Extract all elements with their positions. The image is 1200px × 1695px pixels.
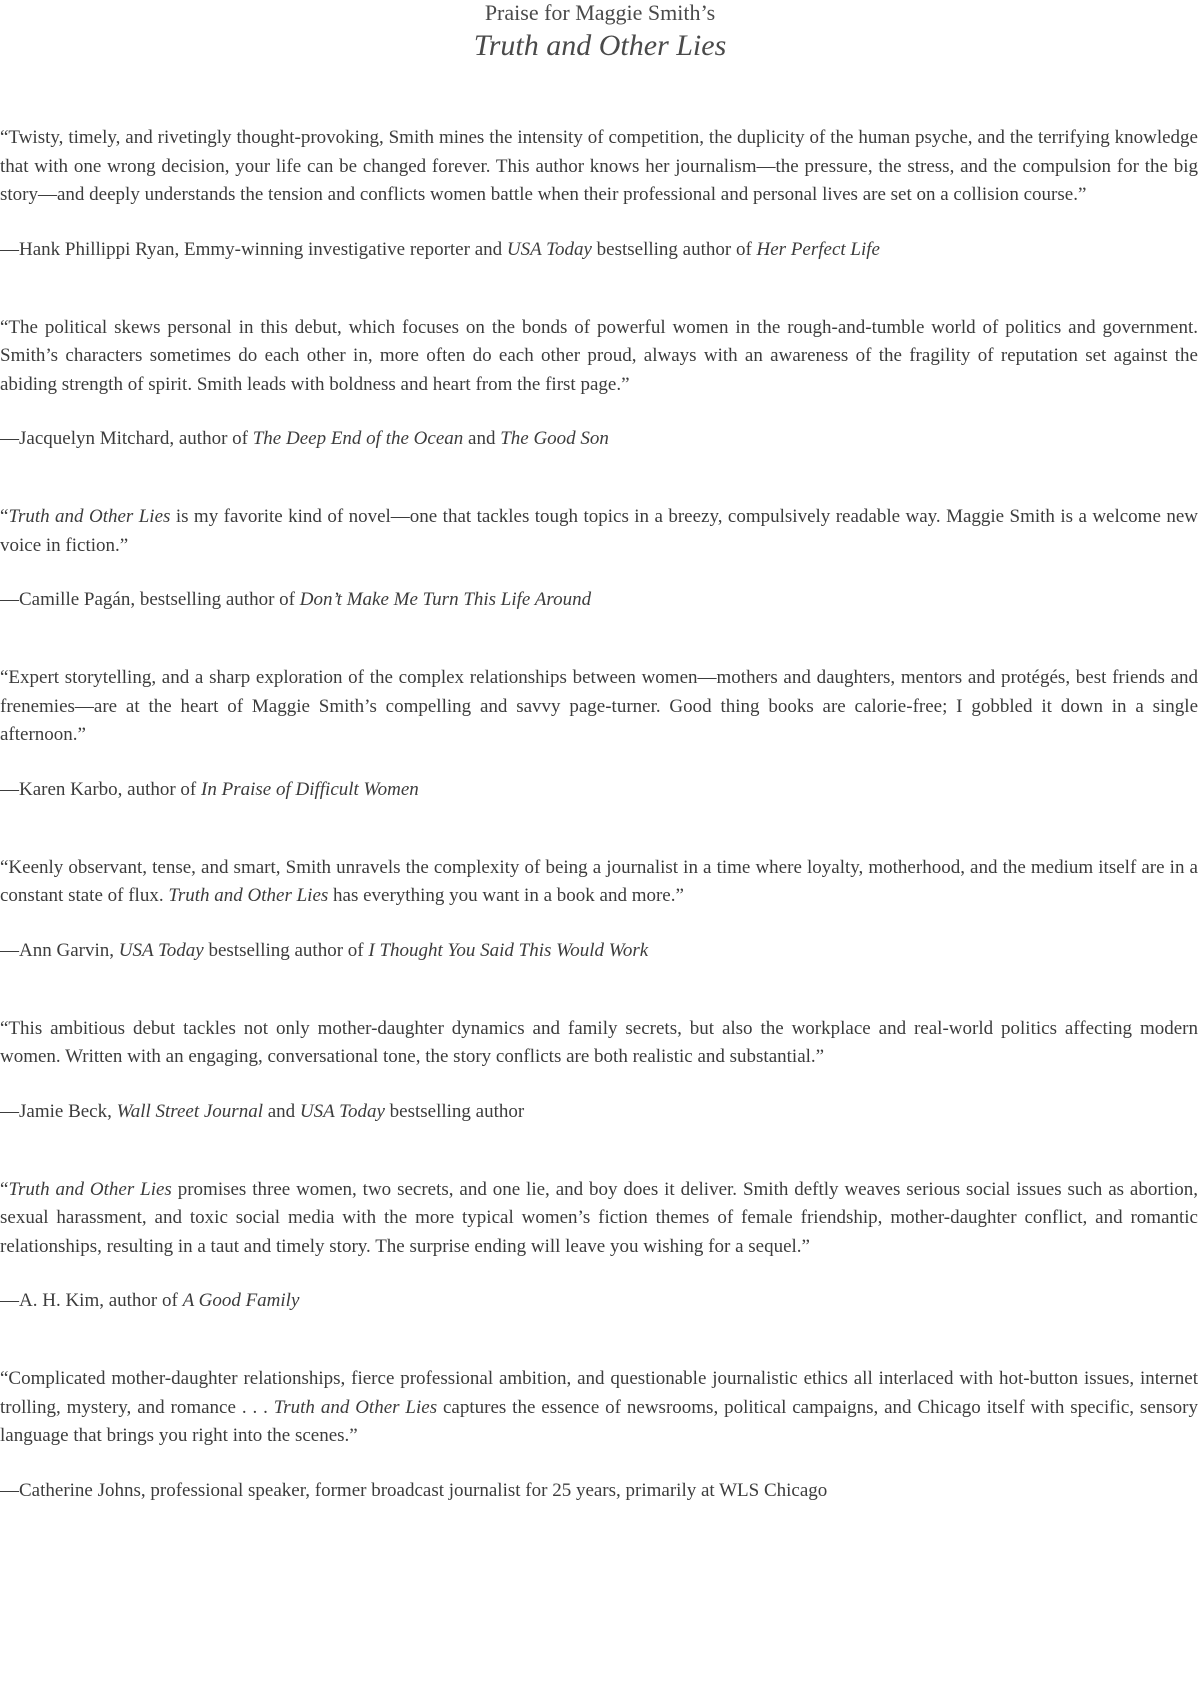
attribution-text: —Ann Garvin, xyxy=(0,939,119,961)
attribution-italic-text: A Good Family xyxy=(182,1290,300,1311)
blurb-quote xyxy=(0,664,1198,750)
quote-text: “Complicated mother-daughter relationships, fierce professional ambition, and questionable journalistic ethics all interlaced with hot-button issues, internet trolling, mystery, and romance . . . xyxy=(0,1368,1198,1418)
blurb xyxy=(0,1176,1198,1316)
blurb xyxy=(0,1365,1198,1505)
quote-text: has everything you want in a book and more.” xyxy=(328,885,684,906)
blurb-quote xyxy=(0,124,1198,210)
blurb xyxy=(0,664,1198,804)
quote-text: “The political skews personal in this debut, which focuses on the bonds of powerful women in the rough-and-tumble world of politics and government. Smith’s characters sometimes do each other in, more often do each other proud, always with an awareness of the fragility of reputation set against the abiding strength of spirit. Smith leads with boldness and heart from the first page.” xyxy=(0,316,1198,395)
attribution-italic-text: The Deep End of the Ocean xyxy=(252,428,464,449)
blurb-attribution xyxy=(0,937,1198,965)
quote-text: is my favorite kind of novel—one that tackles tough topics in a breezy, compulsively readable way. Maggie Smith is a welcome new voice in fiction.” xyxy=(0,506,1198,556)
blurb-list xyxy=(0,124,1198,1505)
attribution-text: bestselling author xyxy=(384,1100,525,1122)
blurb-attribution xyxy=(0,586,1198,614)
attribution-italic-text: USA Today xyxy=(118,939,204,961)
quote-text: captures the essence of newsrooms, political campaigns, and Chicago itself with specific, sensory language that brings you right into the scenes.” xyxy=(0,1396,1198,1446)
blurb-quote xyxy=(0,1365,1198,1451)
quote-text: “ xyxy=(0,1178,9,1200)
blurb xyxy=(0,314,1198,454)
blurb-attribution xyxy=(0,236,1198,264)
attribution-text: —A. H. Kim, author of xyxy=(0,1290,183,1311)
quote-text: promises three women, two secrets, and one lie, and boy does it deliver. Smith deftly weaves serious social issues such as abortion, sexual harassment, and toxic social media with the more typical women’s fiction themes of female friendship, mother-daughter conflict, and romantic relationships, resulting in a taut and timely story. The surprise ending will leave you wishing for a sequel.” xyxy=(0,1178,1198,1257)
blurb-quote xyxy=(0,1176,1198,1262)
attribution-text: —Hank Phillippi Ryan, Emmy-winning investigative reporter and xyxy=(0,238,507,260)
quote-text: “Keenly observant, tense, and smart, Smith unravels the complexity of being a journalist in a time where loyalty, motherhood, and the medium itself are in a constant state of flux. xyxy=(0,856,1198,906)
page-header xyxy=(0,2,1200,62)
blurb xyxy=(0,503,1198,614)
blurb-quote xyxy=(0,1015,1198,1072)
attribution-text: —Camille Pagán, bestselling author of xyxy=(0,589,300,610)
attribution-italic-text: I Thought You Said This Would Work xyxy=(368,939,649,961)
blurb-quote xyxy=(0,314,1198,400)
attribution-text: —Jacquelyn Mitchard, author of xyxy=(0,428,253,449)
attribution-italic-text: In Praise of Difficult Women xyxy=(201,778,419,800)
blurb xyxy=(0,1015,1198,1126)
blurb-attribution xyxy=(0,425,1198,453)
blurb xyxy=(0,124,1198,264)
quote-italic-text: Truth and Other Lies xyxy=(168,885,329,906)
attribution-italic-text: Her Perfect Life xyxy=(756,238,880,260)
praise-heading: Praise for Maggie Smith’s xyxy=(484,0,716,25)
attribution-text: —Jamie Beck, xyxy=(0,1100,117,1122)
quote-italic-text: Truth and Other Lies xyxy=(8,1178,172,1200)
quote-text: “Twisty, timely, and rivetingly thought-provoking, Smith mines the intensity of competition, the duplicity of the human psyche, and the terrifying knowledge that with one wrong decision, your life can be changed forever. This author knows her journalism—the pressure, the stress, and the compulsion for the big story—and deeply understands the tension and conflicts women battle when their professional and personal lives are set on a collision course.” xyxy=(0,127,1198,205)
attribution-text: bestselling author of xyxy=(591,238,757,260)
blurb-quote xyxy=(0,503,1198,560)
attribution-text: —Karen Karbo, author of xyxy=(0,778,202,800)
attribution-italic-text: USA Today xyxy=(299,1100,385,1122)
quote-text: “ xyxy=(0,506,9,527)
quote-text: “This ambitious debut tackles not only mother-daughter dynamics and family secrets, but also the workplace and real-world politics affecting modern women. Written with an engaging, conversational tone, the story conflicts are both realistic and substantial.” xyxy=(0,1017,1198,1067)
blurb-attribution xyxy=(0,1287,1198,1315)
blurb-quote xyxy=(0,854,1198,911)
attribution-italic-text: USA Today xyxy=(506,238,592,260)
attribution-text: bestselling author of xyxy=(203,939,369,961)
attribution-text: and xyxy=(463,428,501,449)
blurb-attribution xyxy=(0,1477,1198,1505)
quote-italic-text: Truth and Other Lies xyxy=(8,506,171,527)
blurb-attribution xyxy=(0,1098,1198,1126)
attribution-text: and xyxy=(262,1100,300,1122)
blurb-attribution xyxy=(0,776,1198,804)
quote-text: “Expert storytelling, and a sharp exploration of the complex relationships between women—mothers and daughters, mentors and protégés, best friends and frenemies—are at the heart of Maggie Smith’s compelling and savvy page-turner. Good thing books are calorie-free; I gobbled it down in a single afternoon.” xyxy=(0,667,1198,745)
attribution-text: —Catherine Johns, professional speaker, former broadcast journalist for 25 years, primarily at WLS Chicago xyxy=(0,1479,828,1501)
attribution-italic-text: The Good Son xyxy=(500,428,609,449)
book-title: Truth and Other Lies xyxy=(473,29,727,62)
attribution-italic-text: Wall Street Journal xyxy=(116,1100,263,1122)
quote-italic-text: Truth and Other Lies xyxy=(273,1396,438,1418)
blurb xyxy=(0,854,1198,965)
attribution-italic-text: Don’t Make Me Turn This Life Around xyxy=(299,589,592,610)
